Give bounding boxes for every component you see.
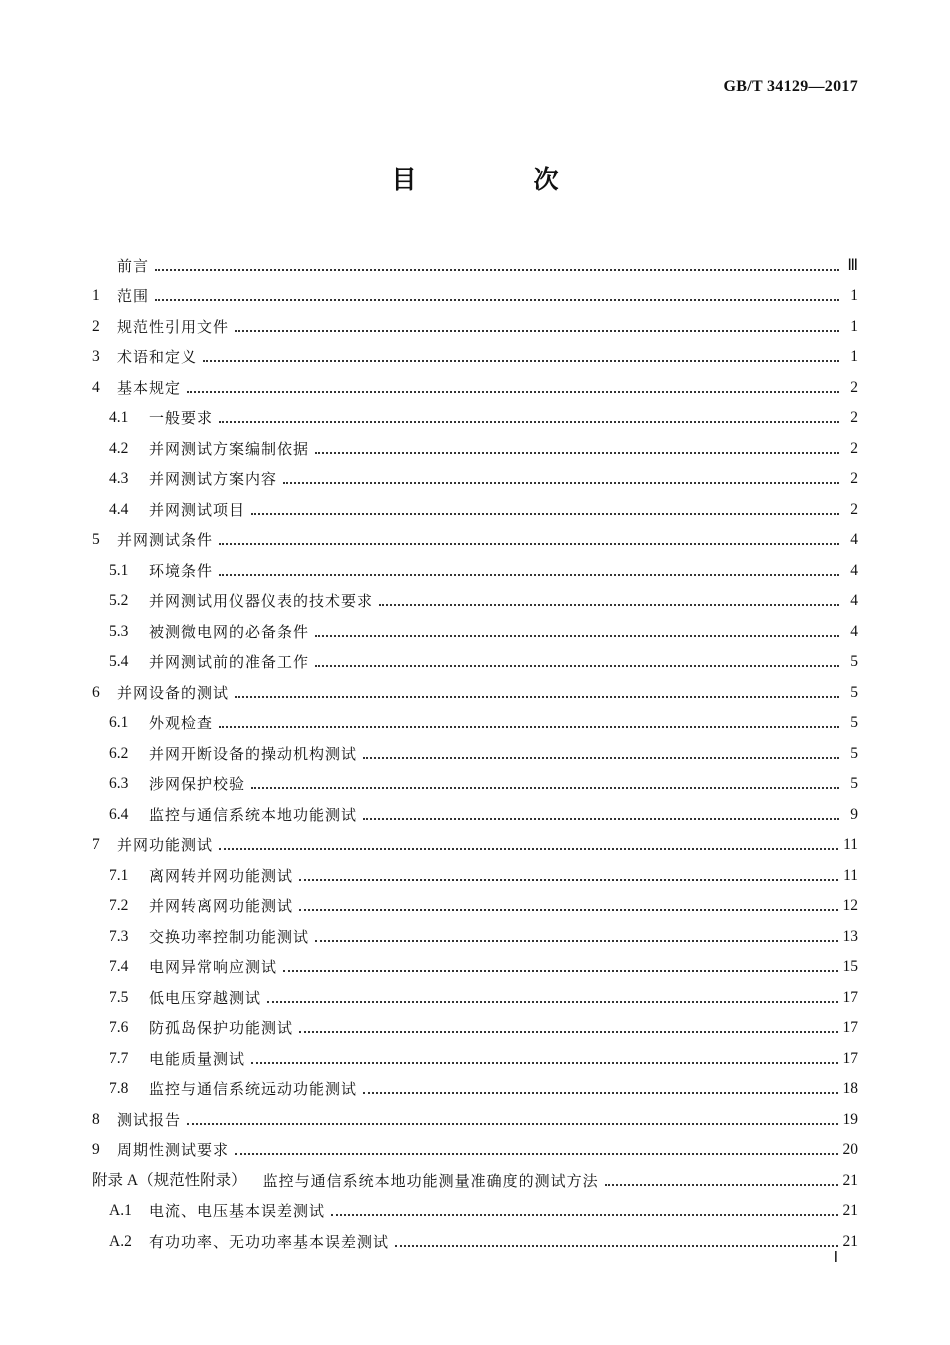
toc-entry-label: 测试报告 — [117, 1110, 182, 1129]
toc-entry[interactable] — [92, 519, 858, 550]
toc-entry-label: 并网设备的测试 — [117, 683, 230, 702]
toc-title: 目 次 — [391, 165, 605, 194]
toc-entry-label: 并网测试项目 — [149, 500, 246, 519]
toc-entry-number: 4.3 — [109, 470, 129, 487]
toc-dot-leader — [331, 1214, 837, 1216]
toc-entry-number: 7.7 — [109, 1049, 129, 1067]
toc-entry[interactable] — [92, 1098, 858, 1129]
toc-dot-leader — [219, 726, 839, 728]
toc-entry[interactable] — [92, 488, 858, 519]
toc-entry-page: 5 — [850, 775, 858, 792]
toc-entry-page: 5 — [850, 714, 858, 731]
toc-entry-page: 21 — [842, 1232, 858, 1250]
toc-entry-label: 电网异常响应测试 — [149, 958, 278, 976]
toc-entry-label: 并网开断设备的操动机构测试 — [149, 744, 358, 763]
toc-entry[interactable] — [92, 305, 858, 336]
toc-entry-page: 5 — [850, 744, 858, 762]
toc-entry[interactable] — [92, 549, 858, 580]
toc-entry-number: 5.2 — [109, 592, 129, 609]
toc-dot-leader — [283, 970, 837, 972]
toc-dot-leader — [251, 1062, 837, 1064]
toc-entry-number: 5 — [92, 531, 100, 548]
toc-entry-page: 2 — [850, 378, 858, 396]
toc-dot-leader — [187, 391, 839, 393]
toc-entry[interactable] — [92, 1007, 858, 1038]
toc-dot-leader — [363, 1092, 837, 1094]
toc-entry-page: 17 — [842, 988, 858, 1006]
toc-entry-label: 术语和定义 — [117, 348, 198, 366]
toc-entry[interactable] — [92, 1037, 858, 1068]
toc-entry-label: 低电压穿越测试 — [149, 988, 262, 1007]
toc-entry-page: 4 — [850, 592, 858, 609]
toc-entry-number: 6.1 — [109, 714, 129, 731]
toc-dot-leader — [219, 574, 839, 576]
toc-entry[interactable] — [92, 1068, 858, 1099]
toc-entry-number: 2 — [92, 317, 100, 335]
toc-entry-page: 4 — [850, 622, 858, 640]
toc-entry-page: 15 — [842, 958, 858, 975]
toc-dot-leader — [235, 330, 839, 332]
toc-dot-leader — [363, 757, 839, 759]
toc-entry[interactable] — [92, 1220, 858, 1251]
toc-entry-page: 2 — [850, 470, 858, 487]
toc-entry-page: 2 — [850, 409, 858, 426]
toc-entry[interactable] — [92, 1190, 858, 1221]
toc-entry-label: 离网转并网功能测试 — [149, 866, 294, 885]
toc-entry[interactable] — [92, 915, 858, 946]
toc-entry-label: 一般要求 — [149, 409, 214, 427]
toc-entry-page: 9 — [850, 805, 858, 823]
toc-entry-page: 2 — [850, 439, 858, 457]
toc-dot-leader — [299, 879, 838, 881]
toc-entry-number: 6.4 — [109, 805, 129, 823]
toc-dot-leader — [315, 452, 839, 454]
toc-dot-leader — [283, 482, 839, 484]
toc-entry-page: 18 — [842, 1080, 858, 1097]
toc-entry-label: 并网测试条件 — [117, 531, 214, 549]
toc-entry-number: 7.1 — [109, 866, 129, 884]
toc-entry[interactable] — [92, 702, 858, 733]
toc-entry[interactable] — [92, 671, 858, 702]
toc-entry[interactable] — [92, 732, 858, 763]
toc-dot-leader — [251, 513, 839, 515]
toc-entry-number: 7 — [92, 836, 100, 853]
toc-entry[interactable] — [92, 397, 858, 428]
toc-entry[interactable] — [92, 244, 858, 275]
toc-dot-leader — [315, 635, 839, 637]
toc-dot-leader — [235, 1153, 837, 1155]
toc-entry[interactable] — [92, 610, 858, 641]
toc-entry-label: 监控与通信系统本地功能测量准确度的测试方法 — [246, 1171, 599, 1190]
toc-entry[interactable] — [92, 458, 858, 489]
toc-entry-number: 5.4 — [109, 653, 129, 670]
toc-entry-label: 周期性测试要求 — [117, 1141, 230, 1159]
toc-entry-number: 3 — [92, 348, 100, 365]
toc-entry-page: 4 — [850, 531, 858, 548]
toc-list — [92, 244, 858, 1251]
toc-entry-label: 涉网保护校验 — [149, 775, 246, 793]
toc-dot-leader — [251, 787, 839, 789]
toc-entry-page: 4 — [850, 561, 858, 579]
toc-entry-page: 5 — [850, 653, 858, 670]
toc-entry-label: 并网测试方案内容 — [149, 470, 278, 488]
toc-entry[interactable] — [92, 1159, 858, 1190]
toc-dot-leader — [219, 543, 839, 545]
toc-entry-label: 前言 — [117, 256, 150, 275]
toc-dot-leader — [203, 360, 839, 362]
toc-entry[interactable] — [92, 824, 858, 855]
toc-entry-number: 7.5 — [109, 988, 129, 1006]
toc-entry-page: 12 — [842, 897, 858, 914]
toc-entry-page: 11 — [843, 836, 858, 853]
toc-dot-leader — [155, 269, 839, 271]
toc-entry[interactable] — [92, 366, 858, 397]
toc-entry-label: 防孤岛保护功能测试 — [149, 1019, 294, 1037]
toc-dot-leader — [267, 1001, 837, 1003]
toc-dot-leader — [315, 665, 839, 667]
toc-dot-leader — [315, 940, 837, 942]
toc-dot-leader — [363, 818, 839, 820]
toc-entry-number: 4.2 — [109, 439, 129, 457]
toc-entry-number: A.1 — [109, 1202, 132, 1219]
toc-dot-leader — [235, 696, 839, 698]
toc-entry-page: 20 — [842, 1141, 858, 1158]
toc-entry-page: 21 — [842, 1171, 858, 1189]
toc-entry[interactable] — [92, 976, 858, 1007]
toc-entry[interactable] — [92, 946, 858, 977]
toc-dot-leader — [379, 604, 839, 606]
toc-entry-number: 附录 A（规范性附录） — [92, 1171, 247, 1189]
toc-entry-number: 4.1 — [109, 409, 129, 426]
toc-entry-number: 7.3 — [109, 927, 129, 945]
toc-entry-number: 7.2 — [109, 897, 129, 914]
toc-entry[interactable] — [92, 580, 858, 611]
toc-entry-label: 基本规定 — [117, 378, 182, 397]
toc-entry-number: A.2 — [109, 1232, 132, 1250]
toc-entry-label: 并网功能测试 — [117, 836, 214, 854]
toc-entry-label: 规范性引用文件 — [117, 317, 230, 336]
toc-dot-leader — [299, 909, 837, 911]
toc-entry-label: 监控与通信系统远动功能测试 — [149, 1080, 358, 1098]
toc-entry-page: 2 — [850, 500, 858, 518]
toc-entry-label: 电流、电压基本误差测试 — [149, 1202, 326, 1220]
toc-entry-page: 19 — [842, 1110, 858, 1128]
toc-entry-page: 1 — [850, 317, 858, 335]
toc-entry-label: 外观检查 — [149, 714, 214, 732]
toc-dot-leader — [219, 421, 839, 423]
toc-entry[interactable] — [92, 336, 858, 367]
toc-entry-page: 17 — [842, 1019, 858, 1036]
toc-entry-number: 6.3 — [109, 775, 129, 792]
toc-entry-number: 7.8 — [109, 1080, 129, 1097]
toc-dot-leader — [299, 1031, 837, 1033]
toc-entry-page: 21 — [842, 1202, 858, 1219]
toc-entry[interactable] — [92, 275, 858, 306]
toc-entry-label: 环境条件 — [149, 561, 214, 580]
toc-entry-number: 7.6 — [109, 1019, 129, 1036]
toc-entry-label: 并网测试方案编制依据 — [149, 439, 310, 458]
toc-dot-leader — [187, 1123, 837, 1125]
toc-entry[interactable] — [92, 793, 858, 824]
toc-entry[interactable] — [92, 427, 858, 458]
toc-dot-leader — [395, 1245, 837, 1247]
toc-entry[interactable] — [92, 885, 858, 916]
toc-dot-leader — [219, 848, 838, 850]
toc-entry-number: 5.3 — [109, 622, 129, 640]
toc-entry[interactable] — [92, 641, 858, 672]
page-folio: Ⅰ — [833, 1250, 838, 1266]
toc-entry-number: 8 — [92, 1110, 100, 1128]
toc-dot-leader — [605, 1184, 838, 1186]
toc-entry-label: 并网测试用仪器仪表的技术要求 — [149, 592, 374, 610]
toc-entry-page: 11 — [843, 866, 858, 884]
toc-entry[interactable] — [92, 854, 858, 885]
toc-entry-number: 7.4 — [109, 958, 129, 975]
toc-entry-label: 有功功率、无功功率基本误差测试 — [149, 1232, 390, 1251]
toc-entry-number: 1 — [92, 287, 100, 304]
toc-entry-label: 监控与通信系统本地功能测试 — [149, 805, 358, 824]
toc-entry-label: 并网测试前的准备工作 — [149, 653, 310, 671]
toc-entry[interactable] — [92, 1129, 858, 1160]
toc-entry-number: 6 — [92, 683, 100, 701]
toc-entry-number: 5.1 — [109, 561, 129, 579]
toc-entry-page: 5 — [850, 683, 858, 701]
toc-entry-number: 4.4 — [109, 500, 129, 518]
toc-entry-number: 6.2 — [109, 744, 129, 762]
toc-entry-number: 4 — [92, 378, 100, 396]
toc-dot-leader — [155, 299, 839, 301]
toc-entry[interactable] — [92, 763, 858, 794]
toc-entry-page: Ⅲ — [847, 256, 858, 274]
toc-entry-page: 1 — [850, 348, 858, 365]
toc-entry-label: 被测微电网的必备条件 — [149, 622, 310, 641]
toc-entry-label: 并网转离网功能测试 — [149, 897, 294, 915]
toc-entry-label: 交换功率控制功能测试 — [149, 927, 310, 946]
standard-code: GB/T 34129—2017 — [723, 78, 858, 95]
toc-entry-number: 9 — [92, 1141, 100, 1158]
toc-entry-label: 电能质量测试 — [149, 1049, 246, 1068]
toc-entry-page: 1 — [850, 287, 858, 304]
toc-entry-page: 13 — [842, 927, 858, 945]
toc-entry-page: 17 — [842, 1049, 858, 1067]
toc-entry-label: 范围 — [117, 287, 150, 305]
